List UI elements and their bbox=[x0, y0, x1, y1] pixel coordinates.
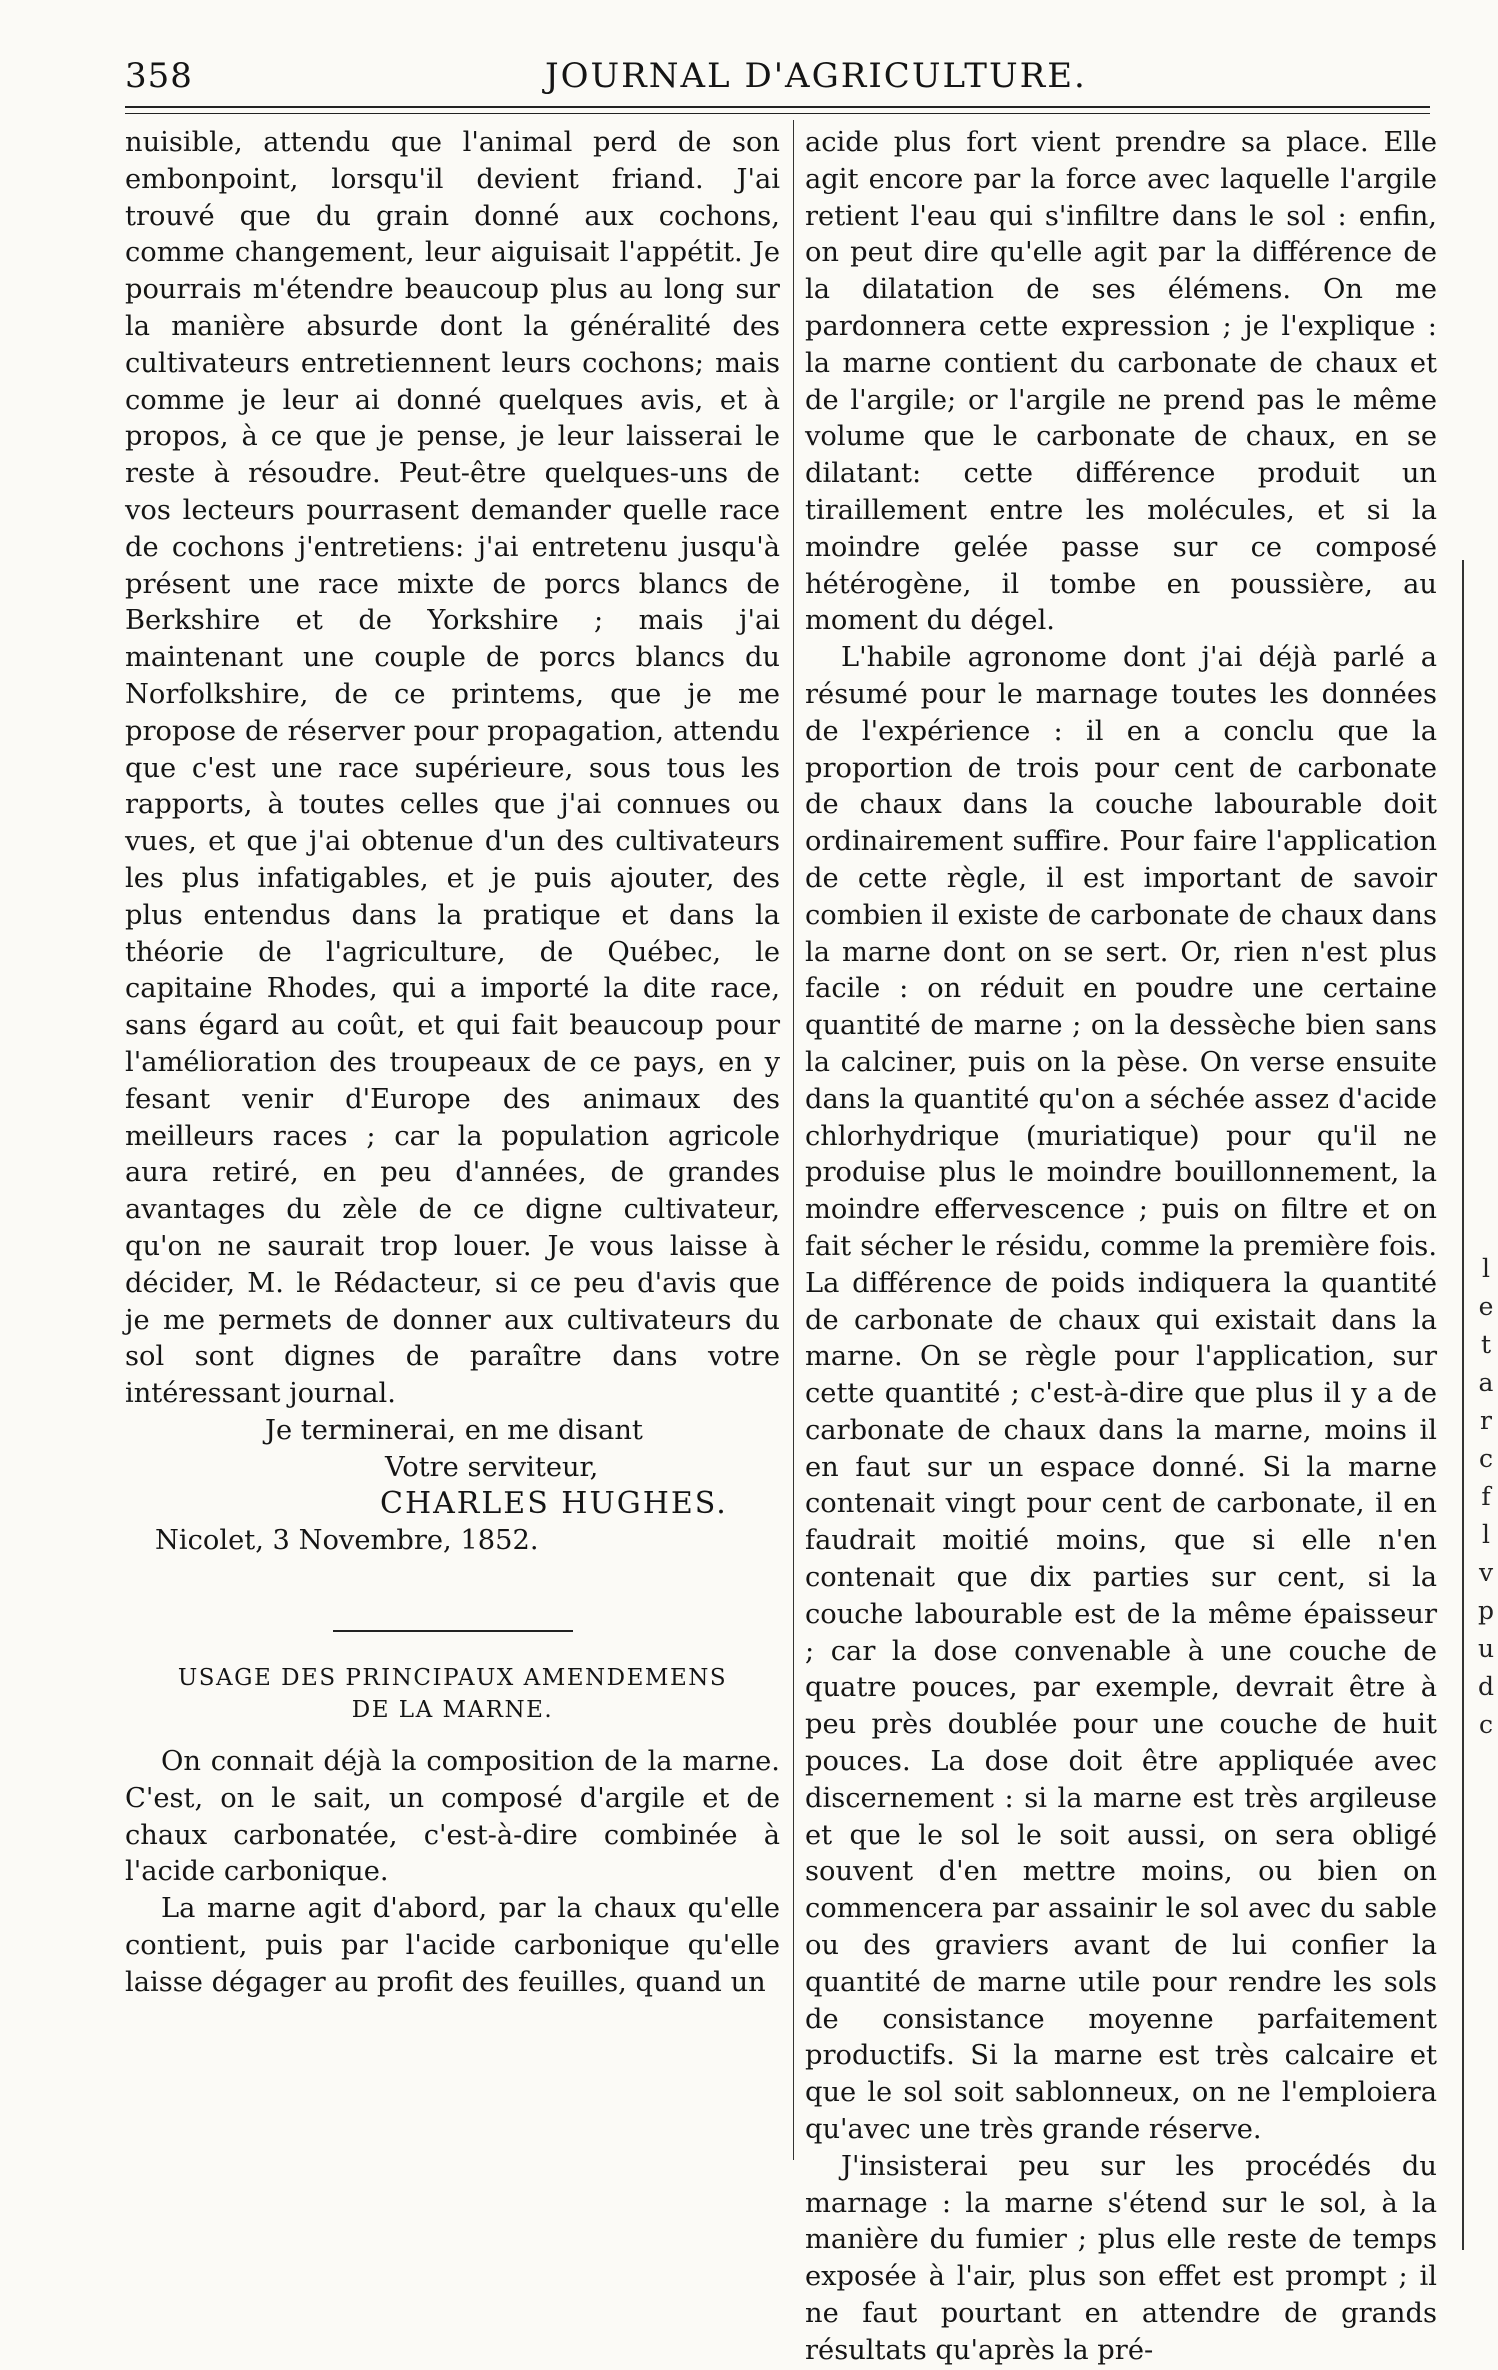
section-title-line-2: DE LA MARNE. bbox=[351, 1697, 554, 1724]
margin-letter: d bbox=[1477, 1672, 1494, 1701]
margin-letter: f bbox=[1481, 1482, 1491, 1511]
margin-letter: v bbox=[1478, 1558, 1494, 1587]
place-date: Nicolet, 3 Novembre, 1852. bbox=[155, 1525, 539, 1557]
section-title bbox=[125, 1662, 780, 1726]
margin-letter: l bbox=[1482, 1254, 1490, 1283]
article-paragraph: La marne agit d'abord, par la chaux qu'elle contient, puis par l'acide carbonique qu'elle laisse dégager au profit des feuilles, quand un bbox=[125, 1893, 780, 1998]
closing-line: Je terminerai, en me disant bbox=[265, 1414, 643, 1446]
left-column bbox=[125, 125, 780, 2002]
column-divider bbox=[793, 120, 794, 2160]
article-paragraph: On connait déjà la composition de la marne. C'est, on le sait, un composé d'argile et de chaux carbonatée, c'est-à-dire combinée à l'acide carbonique. bbox=[125, 1746, 780, 1888]
closing-salutation: Votre serviteur, bbox=[385, 1451, 599, 1483]
margin-letter: p bbox=[1477, 1596, 1494, 1625]
letter-paragraph: nuisible, attendu que l'animal perd de son embonpoint, lorsqu'il devient friand. J'ai trouvé que du grain donné aux cochons, comme changement, leur aiguisait l'appétit. Je pourrais m'étendre beaucoup plus au long sur la manière absurde dont la généralité des cultivateurs entretiennent leurs cochons; mais comme je leur ai donné quelques avis, et à propos, à ce que je pense, je leur laisserai le reste à résoudre. Peut-être quelques-uns de vos lecteurs pourrasent demander quelle race de cochons j'entretiens: j'ai entretenu jusqu'à présent une race mixte de porcs blancs de Berkshire et de Yorkshire ; mais j'ai maintenant une couple de porcs blancs du Norfolkshire, de ce printems, que je me propose de réserver pour propagation, attendu que c'est une race supérieure, sous tous les rapports, à toutes celles que j'ai connues ou vues, et que j'ai obtenue d'un des cultivateurs les plus infatigables, et je puis ajouter, des plus entendus dans la pratique et dans la théorie de l'agriculture, de Québec, le capitaine Rhodes, qui a importé la dite race, sans égard au coût, et qui fait beaucoup pour l'amélioration des troupeaux de ce pays, en y fesant venir d'Europe des animaux des meilleurs races ; car la population agricole aura retiré, en peu d'années, de grandes avantages du zèle de ce digne cultivateur, qu'on ne saurait trop louer. Je vous laisse à décider, M. le Rédacteur, si ce peu d'avis que je me permets de donner aux cultivateurs du sol sont dignes de paraître dans votre intéressant journal. bbox=[125, 127, 780, 1410]
margin-letter: e bbox=[1478, 1292, 1494, 1321]
article-paragraph: J'insisterai peu sur les procédés du marnage : la marne s'étend sur le sol, à la manière du fumier ; plus elle reste de temps exposée à l'air, plus son effet est prompt ; il ne faut pourtant en attendre de grands résultats qu'après la pré- bbox=[805, 2150, 1437, 2366]
margin-letter: c bbox=[1478, 1444, 1493, 1473]
right-column bbox=[805, 125, 1437, 2370]
margin-letter: t bbox=[1480, 1330, 1492, 1359]
margin-letter: u bbox=[1477, 1634, 1495, 1663]
margin-letter: a bbox=[1478, 1368, 1494, 1397]
page-header bbox=[125, 48, 1430, 108]
margin-letter: l bbox=[1482, 1520, 1490, 1549]
signature: CHARLES HUGHES. bbox=[380, 1486, 728, 1522]
margin-letter: r bbox=[1480, 1406, 1492, 1435]
margin-letter: c bbox=[1478, 1710, 1493, 1739]
section-divider bbox=[333, 1630, 573, 1632]
header-rule bbox=[125, 106, 1430, 114]
page-number: 358 bbox=[125, 56, 193, 96]
adjacent-page-letters bbox=[1476, 1250, 1496, 1744]
section-title-line-1: USAGE DES PRINCIPAUX AMENDEMENS bbox=[177, 1665, 728, 1692]
article-paragraph: acide plus fort vient prendre sa place. Elle agit encore par la force avec laquelle l'argile retient l'eau qui s'infiltre dans le sol : enfin, on peut dire qu'elle agit par la différence de la dilatation de ses élémens. On me pardonnera cette expression ; je l'explique : la marne contient du carbonate de chaux et de l'argile; or l'argile ne prend pas le même volume que le carbonate de chaux, en se dilatant: cette différence produit un tiraillement entre les molécules, et si la moindre gelée passe sur ce composé hétérogène, il tombe en poussière, au moment du dégel. bbox=[805, 127, 1437, 637]
article-paragraph: L'habile agronome dont j'ai déjà parlé a résumé pour le marnage toutes les données de l'expérience : il en a conclu que la proportion de trois pour cent de carbonate de chaux dans la couche labourable doit ordinairement suffire. Pour faire l'application de cette règle, il est important de savoir combien il existe de carbonate de chaux dans la marne dont on se sert. Or, rien n'est plus facile : on réduit en poudre une certaine quantité de marne ; on la dessèche bien sans la calciner, puis on la pèse. On verse ensuite dans la quantité qu'on a séchée assez d'acide chlorhydrique (muriatique) pour qu'il ne produise plus le moindre bouillonnement, la moindre effervescence ; puis on filtre et on fait sécher le résidu, comme la première fois. La différence de poids indiquera la quantité de carbonate de chaux qui existait dans la marne. On se règle pour l'application, sur cette quantité ; c'est-à-dire que plus il y a de carbonate de chaux dans la marne, moins il en faut sur un espace donné. Si la marne contenait vingt pour cent de carbonate, il en faudrait moitié moins, que si elle n'en contenait que dix parties sur cent, si la couche labourable est de la même épaisseur ; car la dose convenable à une couche de quatre pouces, par exemple, devrait être à peu près doublée pour une couche de huit pouces. La dose doit être appliquée avec discernement : si la marne est très argileuse et que le sol le soit aussi, on sera obligé souvent d'en mettre moins, ou bien on commencera par assainir le sol avec du sable ou des graviers avant de lui confier la quantité de marne utile pour rendre les sols de consistance moyenne parfaitement productifs. Si la marne est très calcaire et que le sol soit sablonneux, on ne l'emploiera qu'avec une très grande réserve. bbox=[805, 642, 1437, 2146]
journal-title: JOURNAL D'AGRICULTURE. bbox=[545, 56, 1087, 96]
